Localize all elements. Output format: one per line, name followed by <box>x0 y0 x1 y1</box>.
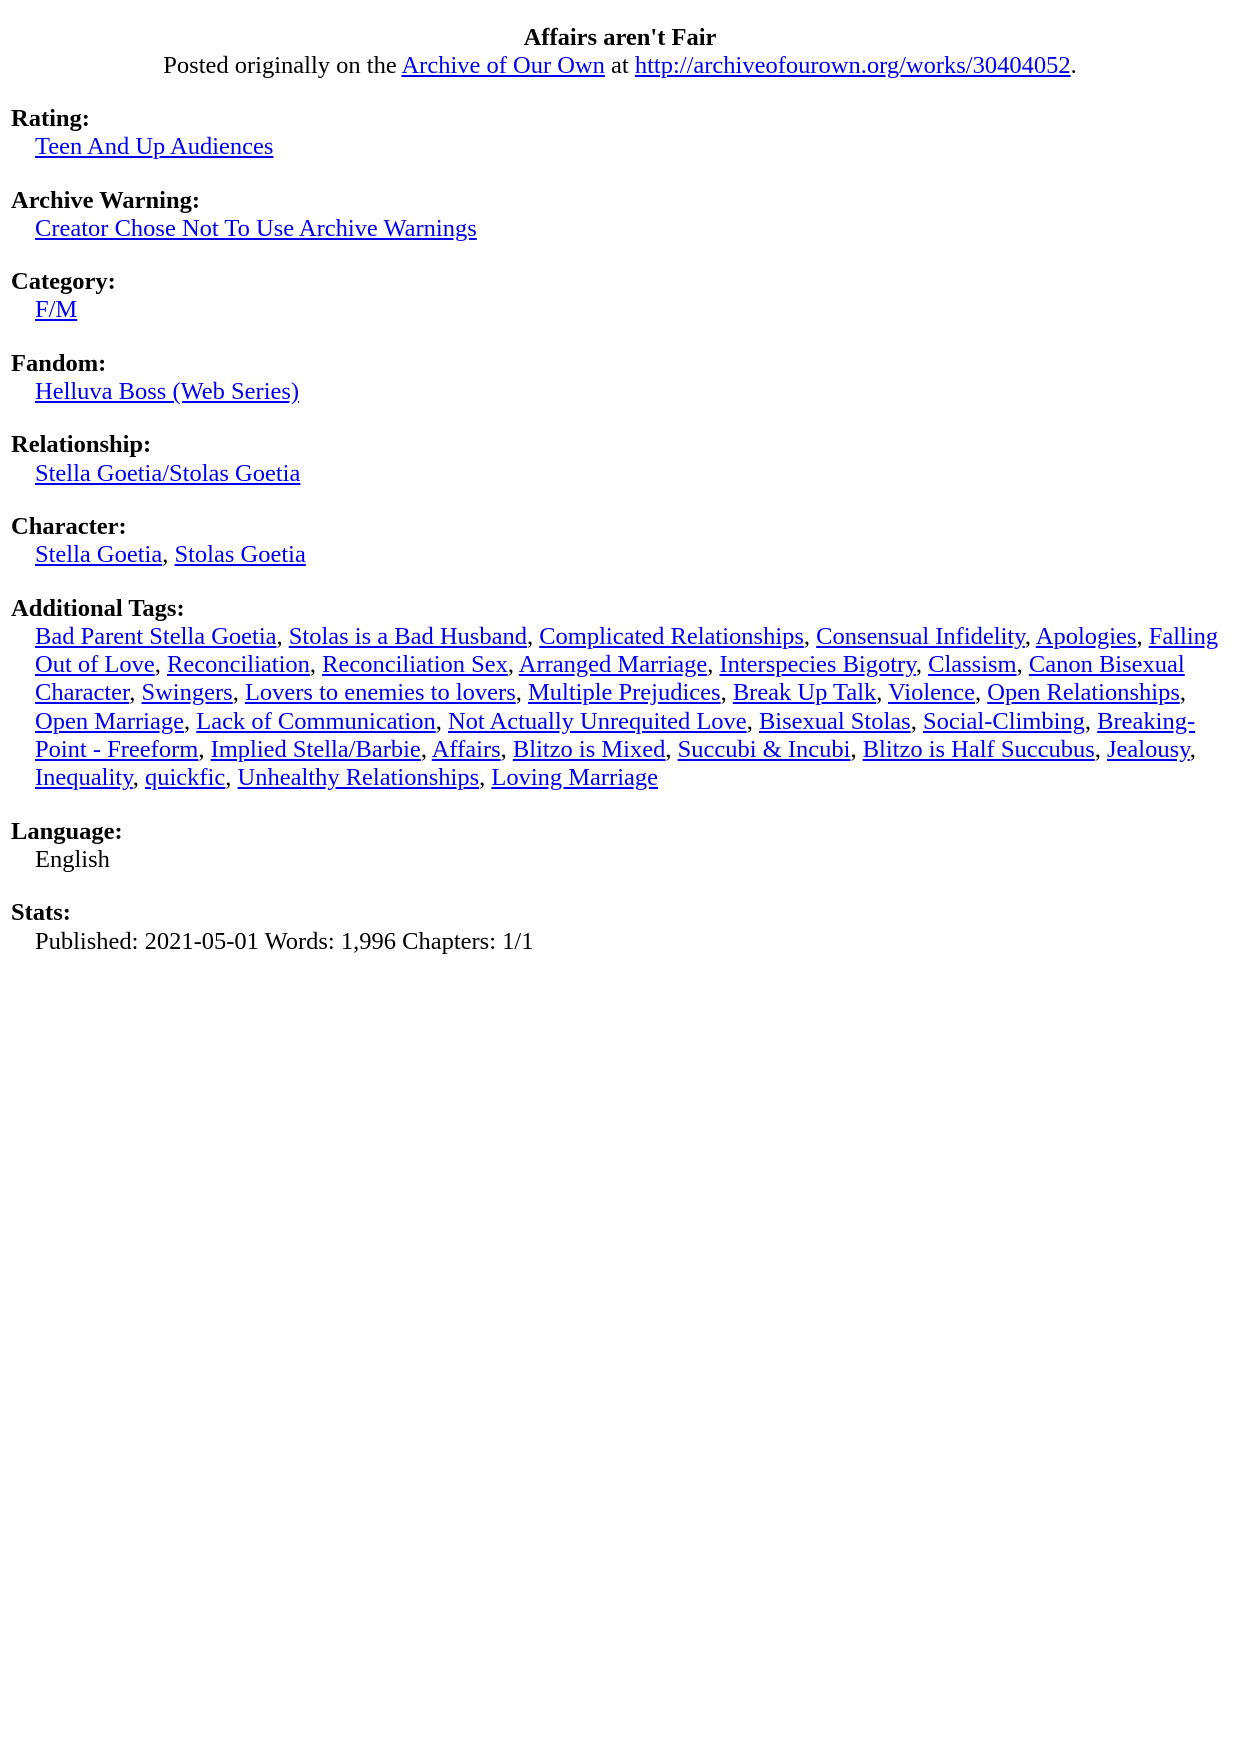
tag-link[interactable]: Apologies <box>1035 622 1137 650</box>
rating-label: Rating: <box>11 105 90 132</box>
tag-separator: , <box>1179 679 1186 707</box>
tag-separator: , <box>500 736 513 764</box>
tag-separator: , <box>910 707 923 735</box>
tag-link[interactable]: Affairs <box>431 736 501 764</box>
fandom-tags <box>11 378 1231 406</box>
tag-link[interactable]: Stolas Goetia <box>174 541 306 569</box>
stats-value: Published: 2021-05-01 Words: 1,996 Chapters: 1/1 <box>35 927 534 955</box>
posted-suffix: . <box>1070 52 1077 80</box>
tag-separator: , <box>1094 736 1107 764</box>
tag-link[interactable]: Break Up Talk <box>732 679 877 707</box>
tag-separator: , <box>850 736 863 764</box>
tag-separator: , <box>232 679 245 707</box>
tag-link[interactable]: Lack of Communication <box>196 707 436 735</box>
tag-link[interactable]: Not Actually Unrequited Love <box>447 707 747 735</box>
tag-link[interactable]: Canon Bisexual Character <box>35 651 1185 707</box>
character-tags <box>11 541 1231 569</box>
tag-link[interactable]: Social-Climbing <box>922 707 1085 735</box>
tag-link[interactable]: Reconciliation Sex <box>322 651 508 679</box>
category-section <box>11 268 1231 325</box>
tag-link[interactable]: Classism <box>928 651 1017 679</box>
tag-separator: , <box>975 679 988 707</box>
tag-separator: , <box>1016 651 1029 679</box>
tag-separator: , <box>129 679 142 707</box>
tag-link[interactable]: Blitzo is Mixed <box>512 736 666 764</box>
posted-middle: at <box>604 52 635 80</box>
tag-link[interactable]: Consensual Infidelity <box>816 622 1025 650</box>
category-label: Category: <box>11 268 116 296</box>
tag-separator: , <box>420 736 432 764</box>
tag-separator: , <box>154 651 167 679</box>
tag-link[interactable]: Violence <box>888 679 976 707</box>
stats-section <box>11 899 1231 956</box>
tag-separator: , <box>132 764 145 792</box>
tag-separator: , <box>720 679 733 707</box>
tag-separator: , <box>183 707 197 735</box>
tag-separator: , <box>309 651 323 679</box>
tag-separator: , <box>746 707 759 735</box>
tag-link[interactable]: Interspecies Bigotry <box>719 651 916 679</box>
work-title: Affairs aren't Fair <box>523 24 717 51</box>
tag-separator: , <box>276 622 289 650</box>
relationship-label: Relationship: <box>11 431 152 459</box>
tag-link[interactable]: Stolas is a Bad Husband <box>288 622 527 650</box>
tag-link[interactable]: Blitzo is Half Succubus <box>862 736 1095 764</box>
work-url-link[interactable]: http://archiveofourown.org/works/30404052 <box>634 52 1071 80</box>
tag-separator: , <box>479 764 492 792</box>
tag-separator: , <box>507 651 519 679</box>
tag-link[interactable]: Creator Chose Not To Use Archive Warnings <box>35 214 477 242</box>
archive-warning-section <box>11 187 1231 244</box>
tag-separator: , <box>707 651 720 679</box>
archive-link[interactable]: Archive of Our Own <box>401 52 605 80</box>
character-label: Character: <box>11 512 127 540</box>
tag-separator: , <box>515 679 528 707</box>
relationship-tags <box>11 460 1231 488</box>
additional-tags-label: Additional Tags: <box>11 594 185 622</box>
tag-link[interactable]: Breaking-Point - Freeform <box>35 707 1196 764</box>
tag-link[interactable]: Loving Marriage <box>491 764 659 792</box>
posted-line <box>0 52 1240 80</box>
tag-separator: , <box>876 679 889 707</box>
fandom-label: Fandom: <box>11 349 107 377</box>
tag-separator: , <box>1189 736 1196 764</box>
tag-link[interactable]: Reconciliation <box>167 651 310 679</box>
category-tags <box>11 296 1231 324</box>
relationship-section <box>11 431 1231 488</box>
tag-separator: , <box>665 736 678 764</box>
language-section <box>11 818 1231 875</box>
archive-warning-label: Archive Warning: <box>11 186 200 214</box>
tag-separator: , <box>915 651 929 679</box>
fandom-section <box>11 350 1231 407</box>
rating-section <box>11 105 1231 162</box>
tag-link[interactable]: quickfic <box>145 764 226 792</box>
stats-label: Stats: <box>11 899 71 927</box>
tag-separator: , <box>803 622 817 650</box>
tag-link[interactable]: Falling Out of Love <box>35 622 1219 679</box>
tag-separator: , <box>526 622 540 650</box>
work-header <box>0 24 1240 81</box>
tag-link[interactable]: Arranged Marriage <box>518 651 708 679</box>
tag-separator: , <box>1136 622 1149 650</box>
posted-prefix: Posted originally on the <box>163 52 402 80</box>
archive-warning-tags <box>11 215 1231 243</box>
tag-link[interactable]: Open Marriage <box>35 707 184 735</box>
tag-separator: , <box>435 707 448 735</box>
tag-link[interactable]: Bisexual Stolas <box>758 707 911 735</box>
tag-link[interactable]: Helluva Boss (Web Series) <box>35 378 300 406</box>
work-metadata <box>11 105 1231 981</box>
tag-link[interactable]: Stella Goetia <box>35 541 163 569</box>
tag-separator: , <box>162 541 175 569</box>
language-value: English <box>35 845 110 873</box>
tag-link[interactable]: Multiple Prejudices <box>527 679 721 707</box>
additional-tags-section <box>11 595 1231 793</box>
tag-link[interactable]: Teen And Up Audiences <box>35 133 274 161</box>
additional-tags-list <box>11 623 1231 793</box>
tag-link[interactable]: Complicated Relationships <box>539 622 804 650</box>
tag-link[interactable]: Open Relationships <box>987 679 1180 707</box>
tag-separator: , <box>198 736 211 764</box>
tag-link[interactable]: Inequality <box>35 764 133 792</box>
tag-link[interactable]: Unhealthy Relationships <box>237 764 480 792</box>
tag-link[interactable]: F/M <box>35 296 78 324</box>
tag-separator: , <box>1024 622 1036 650</box>
rating-tags <box>11 133 1231 161</box>
tag-separator: , <box>225 764 238 792</box>
tag-link[interactable]: Swingers <box>141 679 233 707</box>
tag-separator: , <box>1084 707 1098 735</box>
language-label: Language: <box>11 817 123 845</box>
tag-link[interactable]: Succubi & Incubi <box>677 736 851 764</box>
tag-link[interactable]: Stella Goetia/Stolas Goetia <box>35 459 301 487</box>
character-section <box>11 513 1231 570</box>
tag-link[interactable]: Jealousy <box>1107 736 1190 764</box>
tag-link[interactable]: Bad Parent Stella Goetia <box>35 622 277 650</box>
tag-link[interactable]: Lovers to enemies to lovers <box>244 679 516 707</box>
tag-link[interactable]: Implied Stella/Barbie <box>210 736 421 764</box>
